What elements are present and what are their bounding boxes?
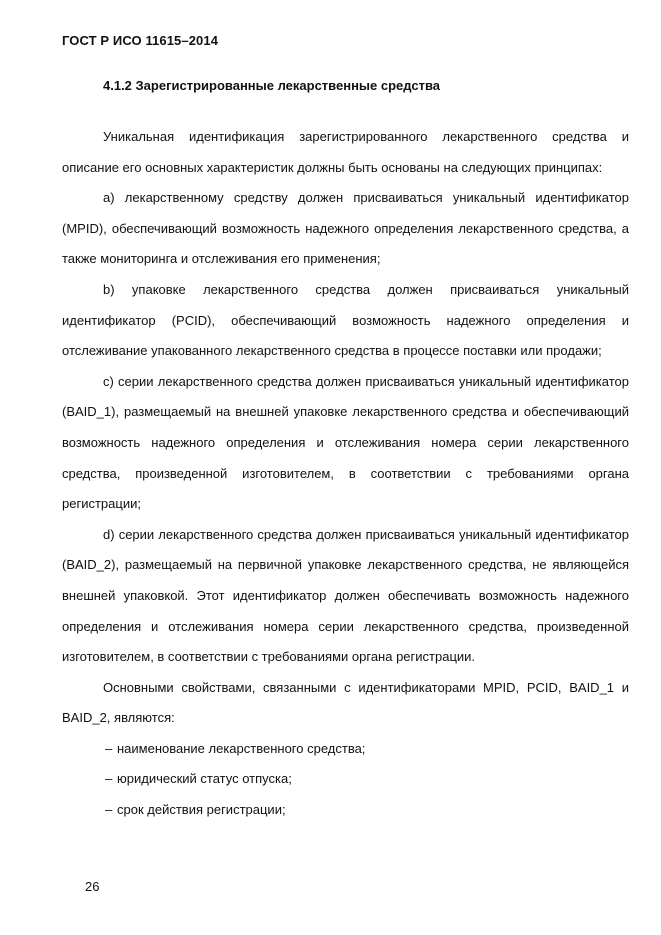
properties-list — [62, 734, 629, 826]
dash-bullet: – — [105, 740, 113, 756]
dash-bullet: – — [105, 771, 113, 787]
list-item-text: срок действия регистрации; — [117, 802, 286, 818]
page-number: 26 — [85, 879, 100, 894]
section-heading: 4.1.2 Зарегистрированные лекарственные средства — [103, 78, 441, 93]
document-code-header: ГОСТ Р ИСО 11615–2014 — [62, 33, 219, 48]
list-item — [62, 795, 629, 826]
dash-bullet: – — [105, 802, 113, 818]
paragraph-item-a: a) лекарственному средству должен присваиваться уникальный идентификатор (MPID), обеспечивающий возможность надежного определения лекарственного средства, а также мониторинга и отслеживания его применения; — [62, 190, 629, 267]
list-item-text: юридический статус отпуска; — [117, 771, 292, 787]
paragraph-item-d: d) серии лекарственного средства должен присваиваться уникальный идентификатор (BAID_2), размещаемый на первичной упаковке лекарственного средства, не являющейся внешней упаковкой. Этот идентификатор должен обеспечивать возможность надежного определения и отслеживания номера серии лекарственного средства, произведенной изготовителем, в соответствии с требованиями органа регистрации. — [62, 526, 629, 665]
paragraph-item-b: b) упаковке лекарственного средства должен присваиваться уникальный идентификатор (PCID), обеспечивающий возможность надежного определения и отслеживание упакованного лекарственного средства в процессе поставки или продажи; — [62, 281, 629, 359]
paragraph-item-c: c) серии лекарственного средства должен присваиваться уникальный идентификатор (BAID_1), размещаемый на внешней упаковке лекарственного средства и обеспечивающий возможность надежного определения и отслеживания номера серии лекарственного средства, произведенной изготовителем, в соответствии с требованиями органа регистрации; — [62, 373, 629, 512]
list-item — [62, 734, 629, 765]
list-item-text: наименование лекарственного средства; — [117, 740, 366, 756]
document-body — [62, 122, 629, 826]
list-item — [62, 764, 629, 795]
paragraph-intro: Уникальная идентификация зарегистрированного лекарственного средства и описание его основных характеристик должны быть основаны на следующих принципах: — [62, 129, 629, 175]
paragraph-properties-intro: Основными свойствами, связанными с идентификаторами MPID, PCID, BAID_1 и BAID_2, являются: — [62, 679, 629, 726]
